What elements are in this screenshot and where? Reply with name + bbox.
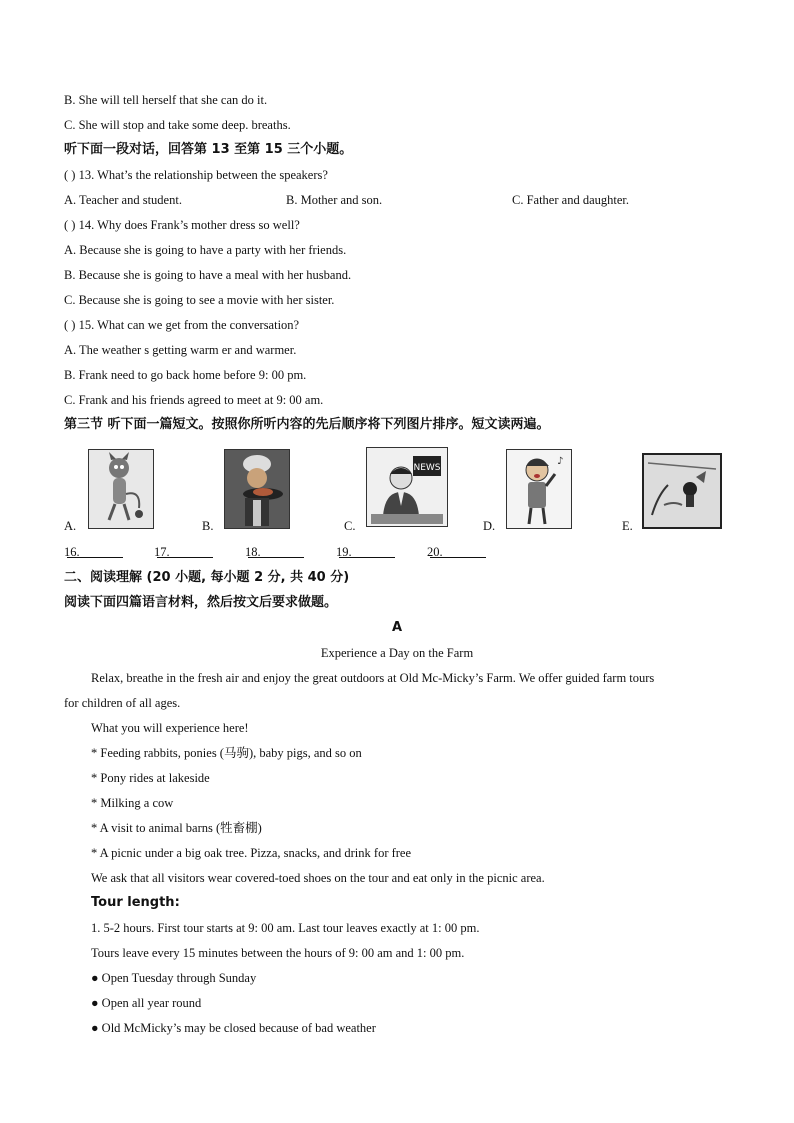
note-item: ● Open Tuesday through Sunday	[91, 971, 257, 985]
note-item: ● Open all year round	[91, 996, 202, 1010]
boy-singing-icon	[506, 449, 572, 529]
bullet-item: * A picnic under a big oak tree. Pizza, snacks, and drink for free	[91, 846, 412, 860]
q13-option-b: B. Mother and son.	[286, 193, 383, 207]
kite-flying-icon	[642, 453, 722, 529]
picture-label-a: A.	[64, 519, 77, 533]
q14-option-b: B. Because she is going to have a meal with her husband.	[64, 268, 352, 282]
q15-option-b: B. Frank need to go back home before 9: 00 pm.	[64, 368, 307, 382]
note-item: ● Old McMicky’s may be closed because of bad weather	[91, 1021, 376, 1035]
q13-stem: ( ) 13. What’s the relationship between the speakers?	[64, 168, 328, 182]
q14-option-c: C. Because she is going to see a movie with her sister.	[64, 293, 335, 307]
answer-blanks: 16. 17. 18. 19. 20.	[64, 545, 734, 563]
bullet-item: * Pony rides at lakeside	[91, 771, 210, 785]
bullet-item: * A visit to animal barns (牲畜棚)	[91, 821, 262, 835]
bullet-item: * Feeding rabbits, ponies (马驹), baby pigs, and so on	[91, 746, 362, 760]
q15-stem: ( ) 15. What can we get from the conversation?	[64, 318, 300, 332]
q15-option-a: A. The weather s getting warm er and warmer.	[64, 343, 297, 357]
passage-letter: A	[391, 620, 403, 635]
svg-text:♪: ♪	[557, 456, 564, 467]
q14-option-a: A. Because she is going to have a party with her friends.	[64, 243, 347, 257]
visitor-rule: We ask that all visitors wear covered-toed shoes on the tour and eat only in the picnic area.	[91, 871, 545, 885]
passage-para1-line1: Relax, breathe in the fresh air and enjoy the great outdoors at Old Mc-Micky’s Farm. We offer guided farm tours	[91, 671, 655, 685]
section-heading-13-15: 听下面一段对话，回答第 13 至第 15 三个小题。	[64, 142, 353, 157]
picture-label-c: C.	[344, 519, 356, 533]
picture-label-b: B.	[202, 519, 214, 533]
picture-label-e: E.	[622, 519, 633, 533]
tour-detail-1: 1. 5-2 hours. First tour starts at 9: 00 am. Last tour leaves exactly at 1: 00 pm.	[91, 921, 480, 935]
news-sign-text: NEWS	[413, 463, 441, 473]
q13-option-a: A. Teacher and student.	[64, 193, 182, 207]
q12-option-c: C. She will stop and take some deep. breaths.	[64, 118, 291, 132]
picture-label-d: D.	[483, 519, 496, 533]
tour-detail-2: Tours leave every 15 minutes between the hours of 9: 00 am and 1: 00 pm.	[91, 946, 465, 960]
part2-instruction: 阅读下面四篇语言材料，然后按文后要求做题。	[64, 595, 338, 610]
q13-options	[64, 192, 734, 208]
q14-stem: ( ) 14. Why does Frank’s mother dress so well?	[64, 218, 300, 232]
cartoon-cat-icon	[88, 449, 154, 529]
chef-with-dish-icon	[224, 449, 290, 529]
experience-intro: What you will experience here!	[91, 721, 249, 735]
part2-heading: 二、阅读理解 (20 小题, 每小题 2 分, 共 40 分)	[64, 570, 350, 585]
section3-heading: 第三节 听下面一篇短文。按照你所听内容的先后顺序将下列图片排序。短文读两遍。	[64, 417, 550, 432]
q15-option-c: C. Frank and his friends agreed to meet at 9: 00 am.	[64, 393, 324, 407]
passage-para1-line2: for children of all ages.	[64, 696, 181, 710]
q13-option-c: C. Father and daughter.	[512, 193, 629, 207]
passage-title: Experience a Day on the Farm	[320, 646, 474, 660]
picture-row	[64, 445, 734, 535]
q12-option-b: B. She will tell herself that she can do it.	[64, 93, 268, 107]
bullet-item: * Milking a cow	[91, 796, 174, 810]
tour-length-label: Tour length:	[91, 895, 180, 910]
news-anchor-icon	[366, 447, 448, 527]
